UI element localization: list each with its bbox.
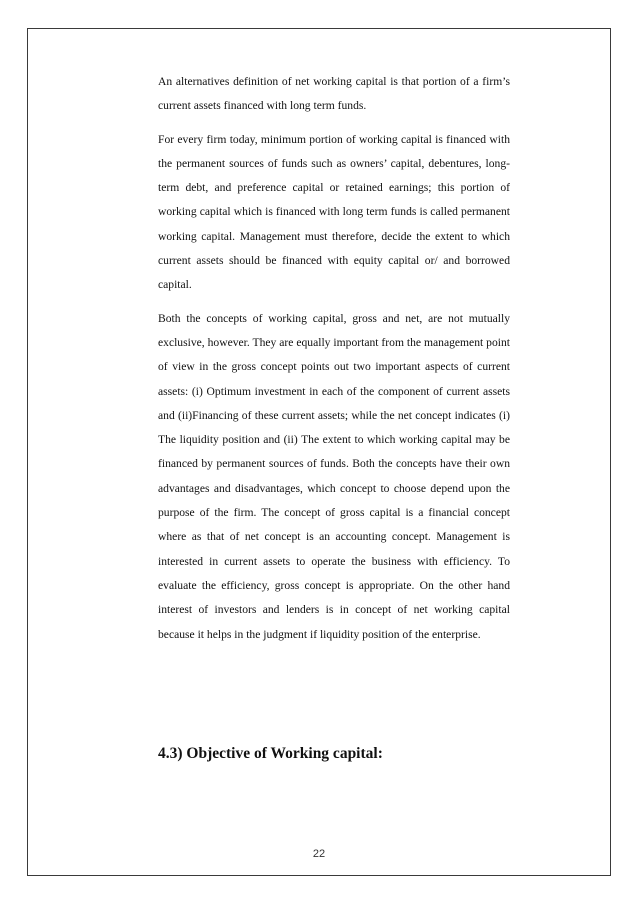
page-number: 22 bbox=[312, 848, 326, 860]
body-text bbox=[158, 70, 510, 656]
paragraph-net-working-capital-definition: An alternatives definition of net working capital is that portion of a firm’s current assets financed with long term funds. bbox=[158, 75, 510, 113]
paragraph-permanent-working-capital: For every firm today, minimum portion of working capital is financed with the permanent sources of funds such as owners’ capital, debentures, long-term debt, and preference capital or retained earnings; this portion of working capital which is financed with long term funds is called permanent working capital. Management must therefore, decide the extent to which current assets should be financed with equity capital or/ and borrowed capital. bbox=[158, 132, 510, 292]
section-heading: 4.3) Objective of Working capital: bbox=[158, 745, 383, 762]
paragraph-gross-and-net-concepts: Both the concepts of working capital, gross and net, are not mutually exclusive, however. They are equally important from the management point of view in the gross concept points out two important aspects of current assets: (i) Optimum investment in each of the component of current assets and (ii)Financing of these current assets; while the net concept indicates (i) The liquidity position and (ii) The extent to which working capital may be financed by permanent sources of funds. Both the concepts have their own advantages and disadvantages, which concept to choose depend upon the purpose of the firm. The concept of gross capital is a financial concept where as that of net concept is an accounting concept. Management is interested in current assets to operate the business with efficiency. To evaluate the efficiency, gross concept is appropriate. On the other hand interest of investors and lenders is in concept of net working capital because it helps in the judgment if liquidity position of the enterprise. bbox=[158, 311, 510, 641]
